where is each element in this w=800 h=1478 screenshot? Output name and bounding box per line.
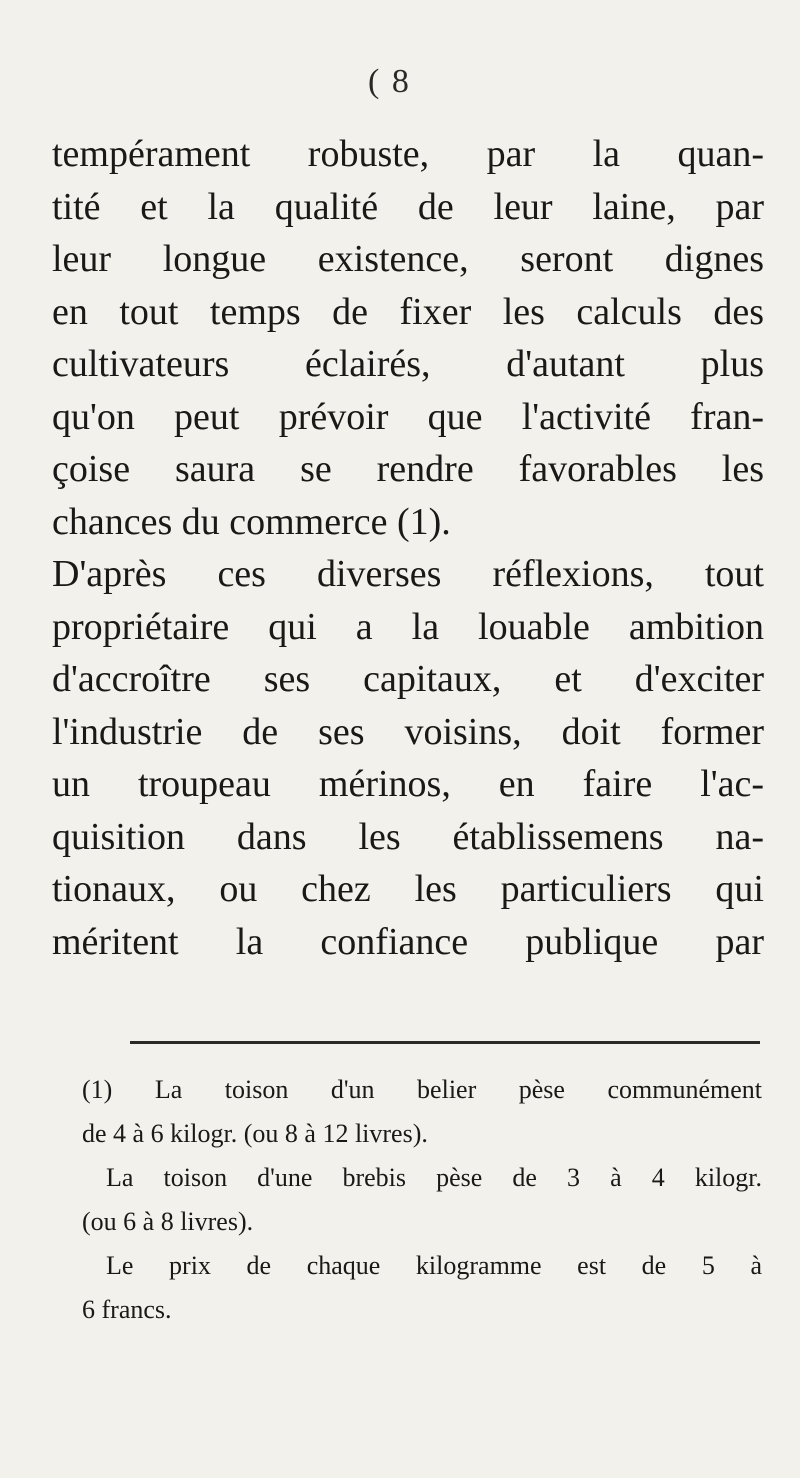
body-line: tempérament robuste, par la quan- — [52, 133, 764, 175]
body-line: quisition dans les établissemens na- — [52, 815, 764, 858]
footnote-line: de 4 à 6 kilogr. (ou 8 à 12 livres). — [82, 1119, 428, 1148]
body-line: méritent la confiance publique par — [52, 920, 764, 963]
footnote-line: (ou 6 à 8 livres). — [82, 1207, 254, 1236]
body-line: d'accroître ses capitaux, et d'exciter — [52, 658, 764, 700]
footnote-line: Le prix de chaque kilogramme est de 5 à — [106, 1251, 762, 1280]
page-number: ( 8 — [368, 63, 411, 100]
footnote — [82, 1068, 762, 1332]
body-text — [52, 128, 764, 968]
footnote-line: 6 francs. — [82, 1295, 172, 1324]
footnote-line: La toison d'une brebis pèse de 3 à 4 kilogr. — [106, 1163, 762, 1192]
body-line: tionaux, ou chez les particuliers qui — [52, 868, 764, 910]
body-line: chances du commerce (1). — [52, 500, 451, 543]
body-line: tité et la qualité de leur laine, par — [52, 185, 764, 228]
body-line: en tout temps de fixer les calculs des — [52, 290, 764, 333]
body-line: cultivateurs éclairés, d'autant plus — [52, 343, 764, 385]
body-line: leur longue existence, seront dignes — [52, 238, 764, 280]
body-line: un troupeau mérinos, en faire l'ac- — [52, 763, 764, 805]
body-line: propriétaire qui a la louable ambition — [52, 605, 764, 648]
footnote-line: (1) La toison d'un belier pèse communément — [82, 1075, 762, 1104]
body-line: D'après ces diverses réflexions, tout — [52, 553, 764, 595]
body-line: çoise saura se rendre favorables les — [52, 448, 764, 490]
body-line: l'industrie de ses voisins, doit former — [52, 710, 764, 753]
body-line: qu'on peut prévoir que l'activité fran- — [52, 395, 764, 438]
footnote-separator-rule — [130, 1041, 760, 1044]
